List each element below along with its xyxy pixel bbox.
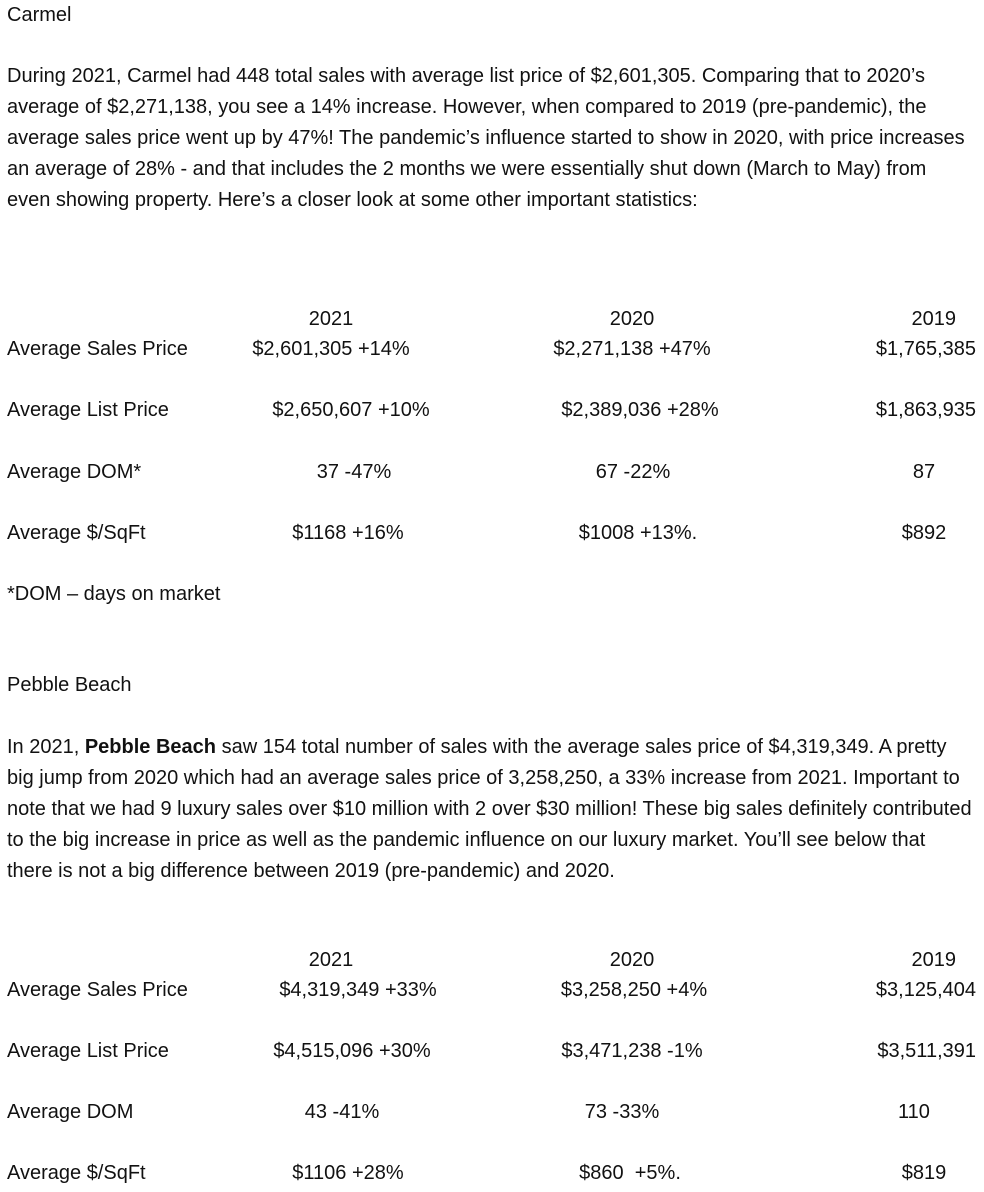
cell-2020: $2,271,138 +47% (553, 338, 711, 360)
row-label: Average DOM (7, 1101, 134, 1123)
cell-2020: 67 -22% (595, 461, 671, 483)
row-label: Average Sales Price (7, 338, 188, 360)
cell-2020: $3,471,238 -1% (561, 1040, 703, 1062)
pebble-paragraph-body: saw 154 total number of sales with the average sales price of $4,319,349. A pretty big jump from 2020 which had an average sales price of 3,258,250, a 33% increase from 2021. Important to note that we had 9 luxury sales over $10 million with 2 over $30 million! These big sales definitely contributed to the big increase in price as well as the pandemic influence on our luxury market. You’ll see below that there is not a big difference between 2019 (pre-pandemic) and 2020. (7, 736, 972, 882)
carmel-year-2021: 2021 (308, 308, 354, 330)
dom-footnote: *DOM – days on market (7, 583, 221, 605)
pebble-paragraph (7, 732, 975, 887)
cell-2019: $3,511,391 (877, 1040, 976, 1062)
cell-2021: $2,650,607 +10% (272, 399, 430, 421)
carmel-paragraph: During 2021, Carmel had 448 total sales with average list price of $2,601,305. Comparing that to 2020’s average of $2,271,138, you see a 14% increase. However, when compared to 2019 (pre-pandemic), the average sales price went up by 47%! The pandemic’s influence started to show in 2020, with price increases an average of 28% - and that includes the 2 months we were essentially shut down (March to May) from even showing property. Here’s a closer look at some other important statistics: (7, 65, 965, 211)
cell-2019: 110 (898, 1101, 930, 1123)
row-label: Average $/SqFt (7, 1162, 146, 1184)
row-label: Average List Price (7, 1040, 169, 1062)
cell-2021: $2,601,305 +14% (252, 338, 410, 360)
cell-2021: $4,515,096 +30% (273, 1040, 431, 1062)
cell-2019: $819 (901, 1162, 947, 1184)
cell-2021: 43 -41% (304, 1101, 380, 1123)
pebble-heading: Pebble Beach (7, 674, 132, 696)
pebble-paragraph-intro: In 2021, (7, 736, 85, 758)
cell-2021: $1168 +16% (292, 522, 404, 544)
row-label: Average DOM* (7, 461, 142, 483)
cell-2021: 37 -47% (316, 461, 392, 483)
carmel-heading: Carmel (7, 4, 72, 26)
cell-2019: 87 (912, 461, 936, 483)
carmel-year-2020: 2020 (609, 308, 655, 330)
cell-2021: $1106 +28% (292, 1162, 404, 1184)
carmel-year-2019: 2019 (911, 308, 956, 330)
pebble-year-2020: 2020 (609, 949, 655, 971)
pebble-paragraph-bold: Pebble Beach (84, 736, 217, 758)
cell-2019: $1,863,935 (875, 399, 976, 421)
pebble-year-2019: 2019 (911, 949, 956, 971)
row-label: Average List Price (7, 399, 169, 421)
cell-2019: $1,765,385 (875, 338, 976, 360)
cell-2020: $1008 +13%. (578, 522, 698, 544)
pebble-year-2021: 2021 (308, 949, 354, 971)
cell-2020: $2,389,036 +28% (561, 399, 719, 421)
cell-2020: $3,258,250 +4% (560, 979, 708, 1001)
cell-2020: 73 -33% (584, 1101, 660, 1123)
cell-2021: $4,319,349 +33% (279, 979, 437, 1001)
cell-2019: $892 (901, 522, 947, 544)
cell-2020: $860 +5%. (579, 1162, 681, 1184)
cell-2019: $3,125,404 (875, 979, 976, 1001)
row-label: Average Sales Price (7, 979, 188, 1001)
row-label: Average $/SqFt (7, 522, 146, 544)
